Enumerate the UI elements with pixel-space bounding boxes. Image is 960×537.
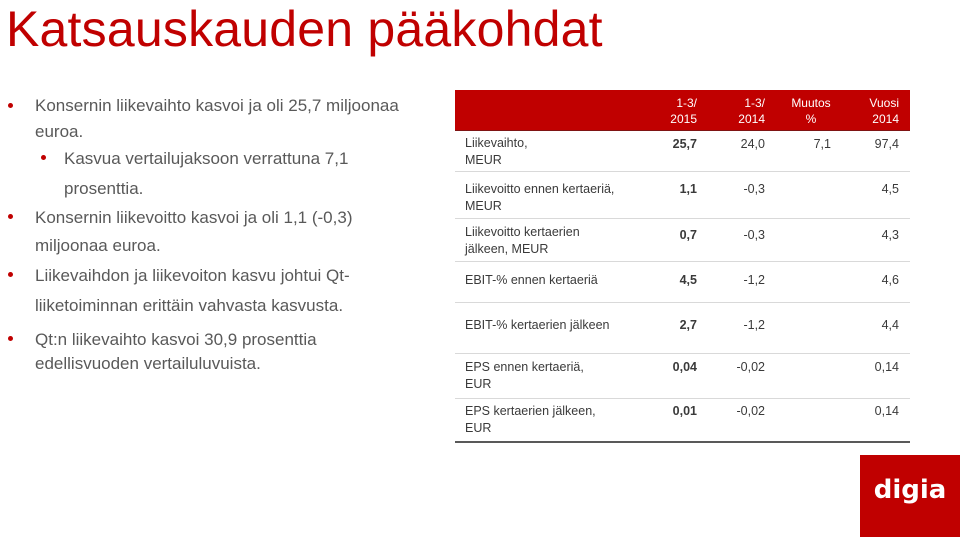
row-label-line: EPS kertaerien jälkeen, — [465, 404, 596, 418]
bullet-dot — [8, 336, 13, 341]
header-label: 2014 — [738, 112, 765, 126]
cell-2014: -1,2 — [743, 273, 765, 287]
bullet-dot — [41, 155, 46, 160]
cell-year: 4,6 — [881, 273, 899, 287]
bullet-text: Qt:n liikevaihto kasvoi 30,9 prosenttia — [35, 330, 317, 349]
row-label-line: Liikevoitto kertaerien — [465, 225, 580, 239]
cell-2014: -0,3 — [743, 228, 765, 242]
bullet-text: Konsernin liikevoitto kasvoi ja oli 1,1 (-0,3) — [35, 208, 353, 227]
row-label — [465, 403, 596, 437]
header-label: 2014 — [872, 112, 899, 126]
bullet-text: Kasvua vertailujaksoon verrattuna 7,1 — [64, 149, 349, 168]
cell-2014: -0,02 — [736, 360, 765, 374]
row-label-line: MEUR — [465, 199, 502, 213]
row-label — [465, 224, 580, 258]
cell-year: 0,14 — [874, 404, 899, 418]
header-label: % — [805, 112, 817, 126]
header-col-change — [785, 95, 837, 127]
cell-year: 4,4 — [881, 318, 899, 332]
cell-2015: 1,1 — [679, 182, 697, 196]
bullet-text: euroa. — [35, 122, 84, 141]
table-row — [455, 303, 910, 354]
header-col-2014 — [723, 95, 765, 127]
row-label — [465, 181, 614, 215]
bullet-text: miljoonaa euroa. — [35, 236, 161, 255]
row-label — [465, 135, 528, 169]
header-col-2015 — [655, 95, 697, 127]
bullet-text: Liikevaihdon ja liikevoiton kasvu johtui Qt- — [35, 266, 350, 285]
row-label-line: jälkeen, MEUR — [465, 242, 549, 256]
header-label: 2015 — [670, 112, 697, 126]
cell-2015: 2,7 — [679, 318, 697, 332]
bullet-dot — [8, 272, 13, 277]
table-row — [455, 219, 910, 262]
cell-2015: 0,01 — [672, 404, 697, 418]
row-label: EBIT-% ennen kertaeriä — [465, 273, 598, 287]
row-label-line: Liikevaihto, — [465, 136, 528, 150]
page-title: Katsauskauden pääkohdat — [6, 1, 603, 57]
table-row — [455, 262, 910, 303]
row-label-line: EPS ennen kertaeriä, — [465, 360, 584, 374]
header-col-year — [855, 95, 899, 127]
bullet-list — [0, 0, 450, 400]
bullet-text: Konsernin liikevaihto kasvoi ja oli 25,7 miljoonaa — [35, 96, 399, 115]
table-row — [455, 131, 910, 172]
cell-2014: 24,0 — [740, 137, 765, 151]
cell-2015: 4,5 — [679, 273, 697, 287]
cell-2015: 0,04 — [672, 360, 697, 374]
header-label: 1-3/ — [744, 96, 765, 110]
row-label — [465, 359, 584, 393]
cell-change: 7,1 — [813, 137, 831, 151]
header-label: 1-3/ — [676, 96, 697, 110]
bullet-dot — [8, 103, 13, 108]
bullet-dot — [8, 214, 13, 219]
digia-logo — [860, 455, 960, 537]
row-label-line: EUR — [465, 421, 492, 435]
table-row — [455, 354, 910, 399]
cell-year: 97,4 — [874, 137, 899, 151]
bullet-text: edellisvuoden vertailuluvuista. — [35, 354, 261, 373]
bullet-text: liiketoiminnan erittäin vahvasta kasvusta. — [35, 296, 344, 315]
cell-2014: -0,3 — [743, 182, 765, 196]
row-label-line: EUR — [465, 377, 492, 391]
cell-2015: 0,7 — [679, 228, 697, 242]
row-label-line: Liikevoitto ennen kertaeriä, — [465, 182, 615, 196]
table-row — [455, 172, 910, 219]
cell-2014: -0,02 — [736, 404, 765, 418]
bullet-text: prosenttia. — [64, 179, 144, 198]
cell-2015: 25,7 — [672, 137, 697, 151]
cell-year: 4,3 — [881, 228, 899, 242]
row-label: EBIT-% kertaerien jälkeen — [465, 318, 610, 332]
header-label: Muutos — [791, 96, 831, 110]
row-label-line: MEUR — [465, 153, 502, 167]
logo-text: digia — [873, 475, 947, 505]
cell-2014: -1,2 — [743, 318, 765, 332]
table-header — [455, 90, 910, 131]
table-row — [455, 399, 910, 443]
header-label: Vuosi — [869, 96, 899, 110]
cell-year: 0,14 — [874, 360, 899, 374]
cell-year: 4,5 — [881, 182, 899, 196]
